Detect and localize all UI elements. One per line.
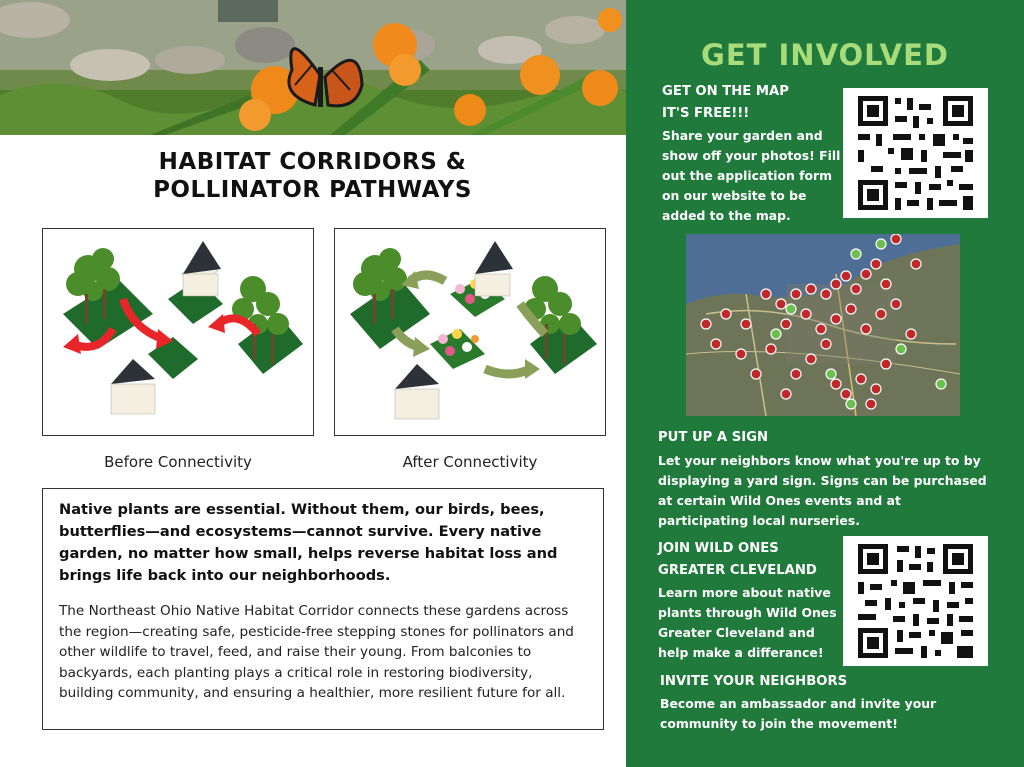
title-line-2: POLLINATOR PATHWAYS (153, 177, 472, 203)
map-heading-line-1: GET ON THE MAP (662, 84, 789, 99)
map-section-text: Share your garden and show off your photos! Fill out the application form on our website to be added to the map. (662, 128, 841, 223)
join-heading-line-1: JOIN WILD ONES (658, 541, 779, 556)
garden-butterfly-photo (0, 0, 626, 135)
join-section-heading (658, 538, 817, 582)
map-section-heading (662, 81, 789, 125)
invite-section-heading: INVITE YOUR NEIGHBORS (660, 674, 848, 689)
lead-paragraph: Native plants are essential. Without them, our birds, bees, butterflies—and ecosystems—cannot survive. Every native garden, no matter how small, helps reverse habitat loss and brings life back into our neighborhoods. (59, 501, 558, 584)
caption-after: After Connectivity (402, 453, 538, 471)
garden-map-image (686, 234, 960, 416)
sign-section-text: Let your neighbors know what you're up to by displaying a yard sign. Signs can be purchased at certain Wild Ones events and at participating local nurseries. (658, 453, 987, 528)
join-heading-line-2: GREATER CLEVELAND (658, 563, 817, 578)
after-connectivity-diagram (334, 228, 606, 436)
description-box (42, 488, 604, 730)
body-paragraph: The Northeast Ohio Native Habitat Corridor connects these gardens across the region—creating safe, pesticide-free stepping stones for pollinators and other wildlife to travel, feed, and raise their young. From balconies to backyards, each planting plays a critical role in restoring biodiversity, building community, and ensuring a healthier, more resilient future for all. (59, 603, 574, 701)
page-title (60, 148, 565, 204)
wild-ones-qr-code[interactable] (843, 536, 988, 666)
get-involved-title: GET INVOLVED (701, 38, 949, 72)
map-heading-line-2: IT'S FREE!!! (662, 106, 750, 121)
before-connectivity-diagram (42, 228, 314, 436)
caption-before: Before Connectivity (104, 453, 252, 471)
invite-section-text: Become an ambassador and invite your community to join the movement! (660, 696, 937, 731)
join-section-text: Learn more about native plants through Wild Ones Greater Cleveland and help make a differance! (658, 585, 837, 660)
sign-section-heading: PUT UP A SIGN (658, 430, 768, 445)
map-qr-code[interactable] (843, 88, 988, 218)
title-line-1: HABITAT CORRIDORS & (158, 149, 467, 175)
